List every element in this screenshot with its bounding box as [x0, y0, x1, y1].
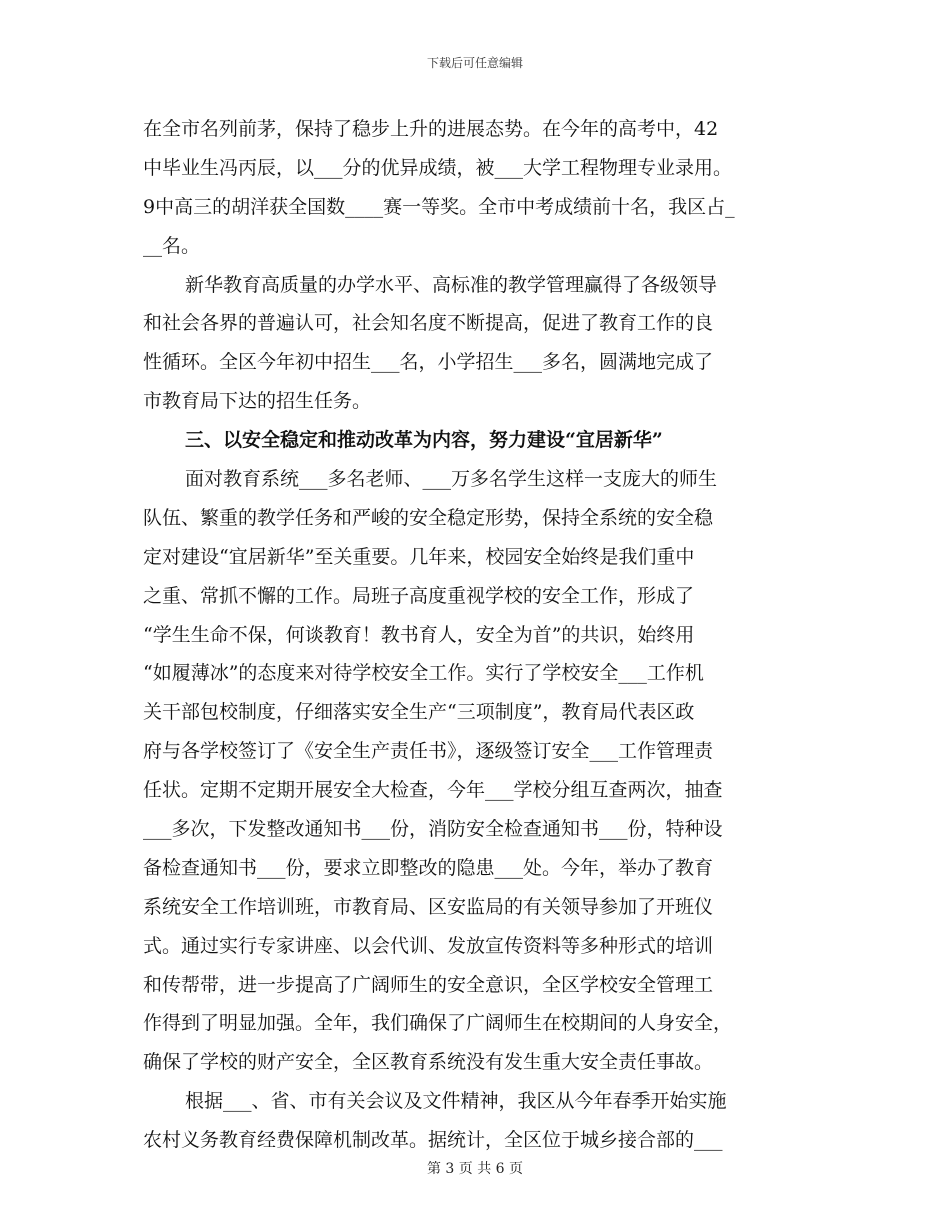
section-heading: 三、以安全稳定和推动改革为内容，努力建设“宜居新华”	[185, 429, 663, 452]
document-body	[143, 110, 809, 1160]
body-line: 作得到了明显加强。全年，我们确保了广阔师生在校期间的人身安全，	[143, 1012, 733, 1035]
page-footer: 第 3 页 共 6 页	[426, 1161, 524, 1177]
body-line: 根据___、省、市有关会议及文件精神，我区从今年春季开始实施	[185, 1090, 727, 1113]
body-line: 确保了学校的财产安全，全区教育系统没有发生重大安全责任事故。	[143, 1051, 714, 1074]
body-line: 府与各学校签订了《安全生产责任书》，逐级签订安全___工作管理责	[143, 740, 714, 763]
body-line: 9中高三的胡洋获全国数____赛一等奖。全市中考成绩前十名，我区占_	[143, 195, 735, 218]
body-line: 面对教育系统___多名老师、___万多名学生这样一支庞大的师生	[185, 468, 718, 491]
body-line: 系统安全工作培训班，市教育局、区安监局的有关领导参加了开班仪	[143, 895, 714, 918]
body-line: 备检查通知书___份，要求立即整改的隐患___处。今年，举办了教育	[143, 856, 714, 879]
body-line: 关干部包校制度，仔细落实安全生产“三项制度”，教育局代表区政	[143, 701, 695, 724]
body-line: “如履薄冰”的态度来对待学校安全工作。实行了学校安全___工作机	[143, 662, 704, 685]
body-line: 中毕业生冯丙辰，以___分的优异成绩，被___大学工程物理专业录用。	[143, 156, 733, 179]
body-line: 任状。定期不定期开展安全大检查，今年___学校分组互查两次，抽查	[143, 779, 723, 802]
body-line: 农村义务教育经费保障机制改革。据统计，全区位于城乡接合部的___	[143, 1129, 723, 1152]
body-line: 定对建设“宜居新华”至关重要。几年来，校园安全始终是我们重中	[143, 545, 695, 568]
body-line: 性循环。全区今年初中招生___名，小学招生___多名，圆满地完成了	[143, 351, 714, 374]
page-header: 下载后可任意编辑	[426, 56, 523, 70]
body-line: 市教育局下达的招生任务。	[143, 390, 372, 413]
body-line: ___多次，下发整改通知书___份，消防安全检查通知书___份，特种设	[143, 818, 723, 841]
body-line: 队伍、繁重的教学任务和严峻的安全稳定形势，保持全系统的安全稳	[143, 506, 714, 529]
body-line: 和社会各界的普遍认可，社会知名度不断提高，促进了教育工作的良	[143, 312, 714, 335]
body-line: 新华教育高质量的办学水平、高标准的教学管理赢得了各级领导	[185, 273, 718, 296]
body-line: 和传帮带，进一步提高了广阔师生的安全意识，全区学校安全管理工	[143, 973, 714, 996]
body-line: 式。通过实行专家讲座、以会代训、发放宣传资料等多种形式的培训	[143, 934, 714, 957]
body-line: “学生生命不保，何谈教育！教书育人，安全为首”的共识，始终用	[143, 623, 695, 646]
body-line: __名。	[143, 234, 201, 257]
body-line: 在全市名列前茅，保持了稳步上升的进展态势。在今年的高考中，42	[143, 118, 719, 140]
body-line: 之重、常抓不懈的工作。局班子高度重视学校的安全工作，形成了	[143, 584, 695, 607]
